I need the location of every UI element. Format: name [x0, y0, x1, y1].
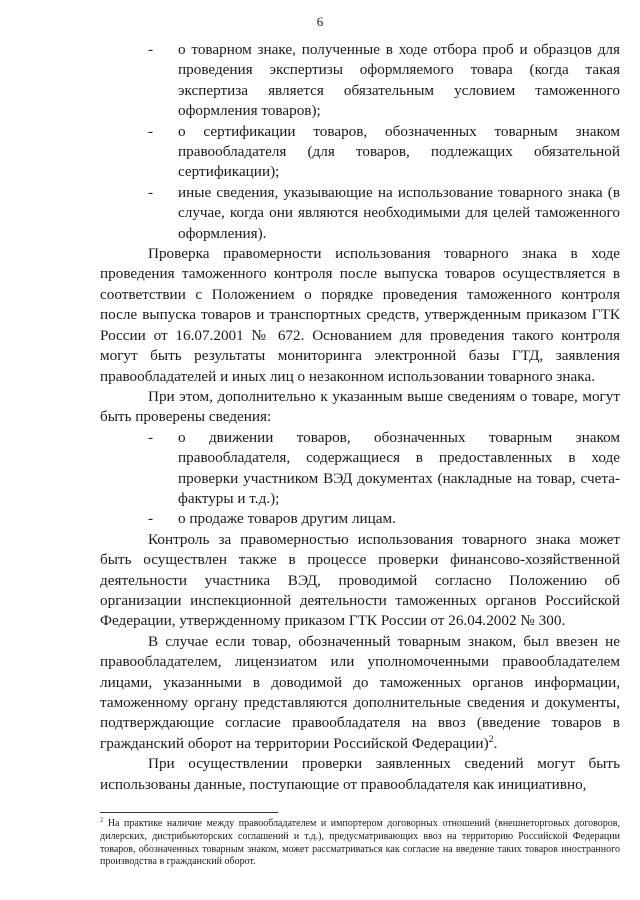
bullet-item	[100, 40, 620, 122]
footnote-divider	[100, 812, 278, 813]
paragraph-end-punct: .	[493, 734, 498, 752]
bullet-text: о продаже товаров другим лицам.	[178, 510, 396, 528]
footnote-text: На практике наличие между правообладателем и импортером договорных отношений (внешнеторговых договоров, дилерских, дистрибьюторских соглашений и т.д.), предусматривающих ввоз на территорию Российской Федерации товаров, обозначенных товарным знаком, может рассматриваться как согласие на введение таких товаров иностранного производства в гражданский оборот.	[100, 818, 620, 868]
paragraph-import-consent-text: В случае если товар, обозначенный товарным знаком, был ввезен не правообладателем, лицензиатом или уполномоченными правообладателем лицами, указанными в доводимой до таможенных органов информации, таможенному органу представляются дополнительные сведения и документы, подтверждающие согласие правообладателя на ввоз (введение товаров в гражданский оборот на территории Российской Федерации)	[100, 632, 620, 752]
bullet-dash: -	[148, 41, 154, 58]
bullet-text: о товарном знаке, полученные в ходе отбора проб и образцов для проведения экспертизы оформляемого товара (когда такая экспертиза является обязательным условием таможенного оформления товаров);	[178, 41, 620, 120]
footnote	[100, 818, 620, 869]
bullet-item	[100, 183, 620, 244]
paragraph-verification: Проверка правомерности использования товарного знака в ходе проведения таможенного контроля после выпуска товаров осуществляется в соответствии с Положением о порядке проведения таможенного контроля после выпуска товаров и транспортных средств, утвержденным приказом ГТК России от 16.07.2001 № 672. Основанием для проведения такого контроля могут быть результаты мониторинга электронной базы ГТД, заявления правообладателей и иных лиц о незаконном использовании товарного знака.	[100, 245, 620, 385]
bullet-dash: -	[148, 510, 154, 528]
bullet-item	[100, 509, 620, 529]
bullet-text: о движении товаров, обозначенных товарным знаком правообладателя, содержащиеся в предоставленных в ходе проверки участником ВЭД документах (накладные на товар, счета-фактуры и т.д.);	[178, 428, 620, 507]
paragraph-additional-info: При этом, дополнительно к указанным выше сведениям о товаре, могут быть проверены сведения:	[100, 387, 620, 426]
paragraph-import-consent	[100, 632, 620, 754]
footnote-reference: 2	[488, 733, 494, 745]
bullet-dash: -	[148, 183, 154, 201]
page-number: 6	[316, 14, 324, 29]
bullet-item	[100, 428, 620, 510]
bullet-item	[100, 122, 620, 183]
bullet-text: иные сведения, указывающие на использование товарного знака (в случае, когда они являются необходимыми для целей таможенного оформления).	[178, 183, 620, 242]
paragraph-control: Контроль за правомерностью использования товарного знака может быть осуществлен также в процессе проверки финансово-хозяйственной деятельности участника ВЭД, проводимой согласно Положению об организации инспекционной деятельности таможенных органов Российской Федерации, утвержденному приказом ГТК России от 26.04.2002 № 300.	[100, 530, 620, 630]
body-text	[100, 40, 620, 795]
footnote-marker: 2	[100, 816, 104, 824]
bullet-dash: -	[148, 122, 154, 140]
paragraph-data-sources: При осуществлении проверки заявленных сведений могут быть использованы данные, поступающие от правообладателя как инициативно,	[100, 755, 620, 793]
bullet-dash: -	[148, 428, 154, 446]
bullet-text: о сертификации товаров, обозначенных товарным знаком правообладателя (для товаров, подлежащих обязательной сертификации);	[178, 122, 620, 181]
